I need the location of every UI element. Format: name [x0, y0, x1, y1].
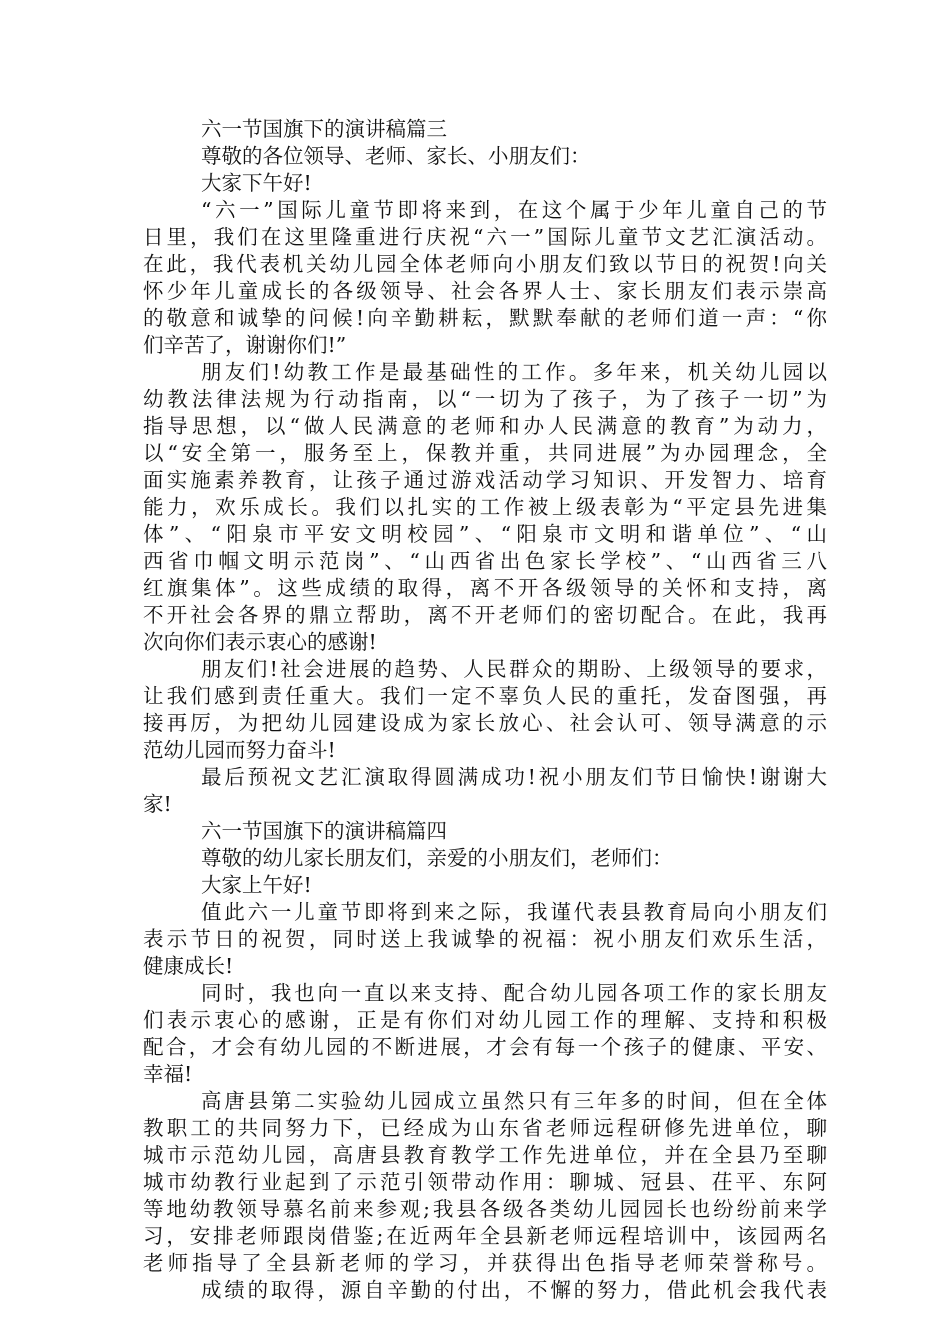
text-line: 红旗集体”。这些成绩的取得，离不开各级领导的关怀和支持，离	[143, 576, 827, 600]
text-line: 指导思想，以“做人民满意的老师和办人民满意的教育”为动力，	[143, 414, 827, 438]
text-line: 城市幼教行业起到了示范引领带动作用：聊城、冠县、茌平、东阿	[143, 1170, 827, 1194]
text-line: 的敬意和诚挚的问候!向辛勤耕耘，默默奉献的老师们道一声：“你	[143, 306, 827, 330]
text-line: 范幼儿园而努力奋斗!	[143, 738, 336, 762]
text-line: 值此六一儿童节即将到来之际，我谨代表县教育局向小朋友们	[201, 900, 827, 924]
text-line: 大家下午好!	[201, 171, 312, 195]
text-line: 等地幼教领导慕名前来参观;我县各级各类幼儿园园长也纷纷前来学	[143, 1197, 827, 1221]
text-line: 最后预祝文艺汇演取得圆满成功!祝小朋友们节日愉快!谢谢大	[201, 765, 827, 789]
text-line: 在此，我代表机关幼儿园全体老师向小朋友们致以节日的祝贺!向关	[143, 252, 827, 276]
text-line: 配合，才会有幼儿园的不断进展，才会有每一个孩子的健康、平安、	[143, 1035, 827, 1059]
text-line: 表示节日的祝贺，同时送上我诚挚的祝福：祝小朋友们欢乐生活，	[143, 927, 827, 951]
text-line: 体”、“阳泉市平安文明校园”、“阳泉市文明和谐单位”、“山	[143, 522, 827, 546]
text-line: 六一节国旗下的演讲稿篇四	[201, 819, 447, 843]
text-line: 高唐县第二实验幼儿园成立虽然只有三年多的时间，但在全体	[201, 1089, 827, 1113]
text-line: 大家上午好!	[201, 873, 312, 897]
text-line: 们表示衷心的感谢，正是有你们对幼儿园工作的理解、支持和积极	[143, 1008, 827, 1032]
text-line: 日里，我们在这里隆重进行庆祝“六一”国际儿童节文艺汇演活动。	[143, 225, 827, 249]
text-line: 习，安排老师跟岗借鉴;在近两年全县新老师远程培训中，该园两名	[143, 1224, 827, 1248]
text-line: “六一”国际儿童节即将来到，在这个属于少年儿童自己的节	[201, 198, 827, 222]
text-line: 老师指导了全县新老师的学习，并获得出色指导老师荣誉称号。	[143, 1251, 827, 1275]
text-line: 不开社会各界的鼎立帮助，离不开老师们的密切配合。在此，我再	[143, 603, 827, 627]
text-line: 健康成长!	[143, 954, 234, 978]
text-line: 怀少年儿童成长的各级领导、社会各界人士、家长朋友们表示崇高	[143, 279, 827, 303]
text-line: 西省巾帼文明示范岗”、“山西省出色家长学校”、“山西省三八	[143, 549, 827, 573]
text-line: 六一节国旗下的演讲稿篇三	[201, 117, 447, 141]
text-line: 教职工的共同努力下，已经成为山东省老师远程研修先进单位，聊	[143, 1116, 827, 1140]
text-line: 尊敬的各位领导、老师、家长、小朋友们：	[201, 144, 591, 168]
document-body	[143, 116, 827, 1304]
text-line: 们辛苦了，谢谢你们!”	[143, 333, 347, 357]
text-line: 以“安全第一，服务至上，保教并重，共同进展”为办园理念，全	[143, 441, 827, 465]
text-line: 能力，欢乐成长。我们以扎实的工作被上级表彰为“平定县先进集	[143, 495, 827, 519]
text-line: 面实施素养教育，让孩子通过游戏活动学习知识、开发智力、培育	[143, 468, 827, 492]
text-line: 城市示范幼儿园，高唐县教育教学工作先进单位，并在全县乃至聊	[143, 1143, 827, 1167]
text-line: 幼教法律法规为行动指南，以“一切为了孩子，为了孩子一切”为	[143, 387, 827, 411]
text-line: 幸福!	[143, 1062, 193, 1086]
text-line: 接再厉，为把幼儿园建设成为家长放心、社会认可、领导满意的示	[143, 711, 827, 735]
text-line: 朋友们!社会进展的趋势、人民群众的期盼、上级领导的要求，	[201, 657, 827, 681]
text-line: 尊敬的幼儿家长朋友们，亲爱的小朋友们，老师们：	[201, 846, 673, 870]
text-line: 朋友们!幼教工作是最基础性的工作。多年来，机关幼儿园以	[201, 360, 827, 384]
text-line: 成绩的取得，源自辛勤的付出，不懈的努力，借此机会我代表	[201, 1278, 827, 1302]
text-line: 同时，我也向一直以来支持、配合幼儿园各项工作的家长朋友	[201, 981, 827, 1005]
text-line: 次向你们表示衷心的感谢!	[143, 630, 377, 654]
text-line: 家!	[143, 792, 172, 816]
text-line: 让我们感到责任重大。我们一定不辜负人民的重托，发奋图强，再	[143, 684, 827, 708]
